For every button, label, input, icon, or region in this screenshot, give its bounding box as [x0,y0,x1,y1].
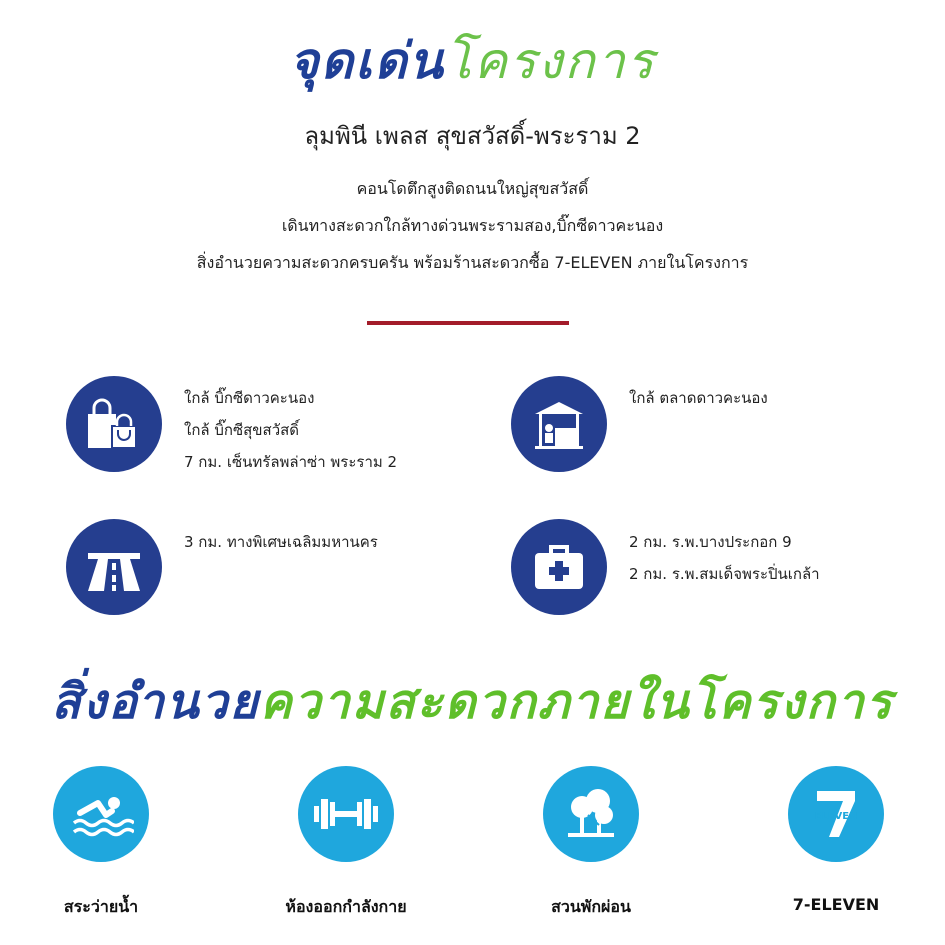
amenity-label-gym: ห้องออกกำลังกาย [285,897,407,916]
description-line: คอนโดตึกสูงติดถนนใหญ่สุขสวัสดิ์ [356,179,589,198]
amenities-title [0,664,945,740]
feature-market-text [629,386,768,418]
feature-line: 3 กม. ทางพิเศษเฉลิมมหานคร [184,533,378,551]
feature-line: ใกล้ บิ๊กซีดาวคะนอง [184,389,315,407]
amenities-title-part1: สิ่งอำนวย [51,674,260,730]
swimming-icon [53,766,149,862]
amenity-label-seven-eleven: 7-ELEVEN [792,895,880,914]
amenities-title-part2: ความสะดวกภายในโครงการ [259,674,894,730]
seven-eleven-icon [788,766,884,862]
highway-icon [66,519,162,615]
feature-line: 7 กม. เซ็นทรัลพล่าซ่า พระราม 2 [184,453,398,471]
description-line: เดินทางสะดวกใกล้ทางด่วนพระรามสอง,บิ๊กซีดาวคะนอง [281,216,664,235]
project-name: ลุมพินี เพลส สุขสวัสดิ์-พระราม 2 [304,122,641,150]
amenity-label-garden: สวนพักผ่อน [551,897,631,916]
feature-hospital-text [629,530,820,594]
seven-eleven-logo-text: ELEVEN [814,811,858,822]
feature-line: 2 กม. ร.พ.บางประกอก 9 [629,533,792,551]
feature-highway-text [184,530,378,562]
first-aid-kit-icon [511,519,607,615]
feature-shopping-text [184,386,397,482]
section-divider [367,321,569,325]
description-line: สิ่งอำนวยความสะดวกครบครัน พร้อมร้านสะดวกซื้อ 7-ELEVEN ภายในโครงการ [196,253,749,272]
highlights-title-part2: โครงการ [444,32,656,90]
dumbbell-icon [298,766,394,862]
highlights-title-part1: จุดเด่น [289,31,445,90]
shopping-bags-icon [66,376,162,472]
highlights-title [0,22,945,101]
amenity-label-pool: สระว่ายน้ำ [63,897,139,916]
feature-line: ใกล้ ตลาดดาวคะนอง [629,389,768,407]
feature-line: 2 กม. ร.พ.สมเด็จพระปิ่นเกล้า [629,565,820,583]
market-stall-icon [511,376,607,472]
feature-line: ใกล้ บิ๊กซีสุขสวัสดิ์ [184,421,300,439]
trees-icon [543,766,639,862]
